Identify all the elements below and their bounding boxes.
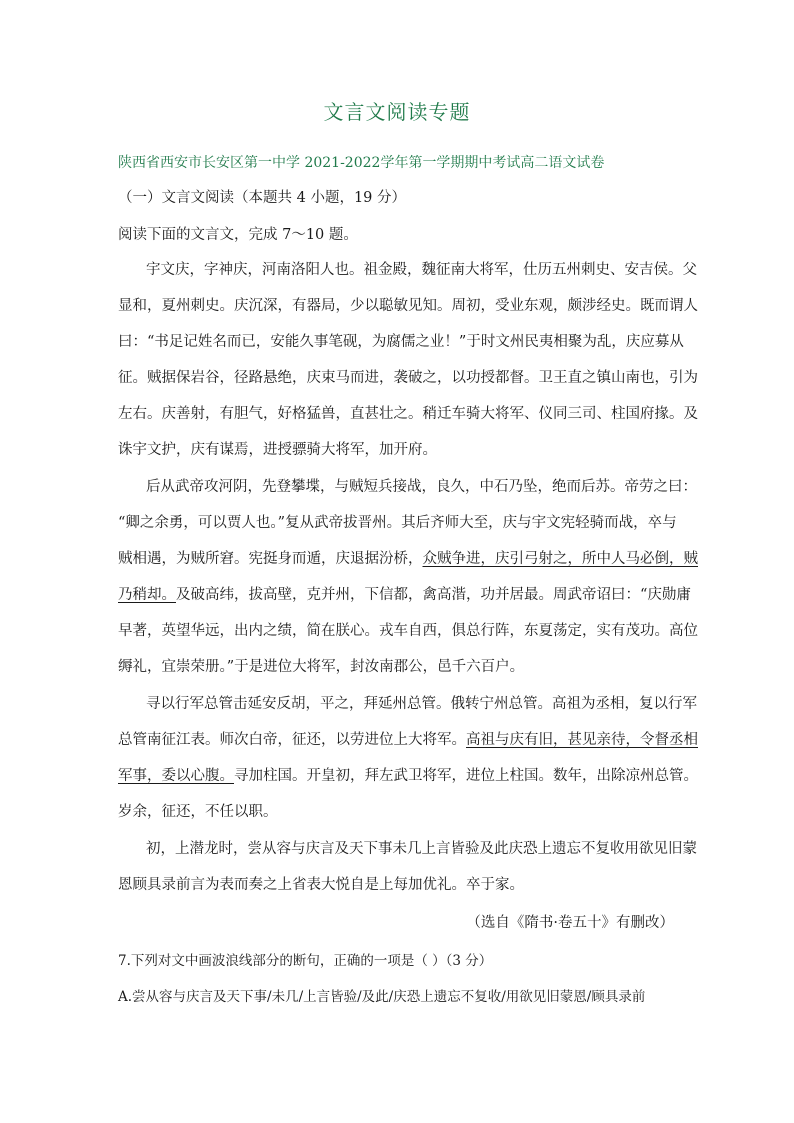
passage-line bbox=[118, 549, 698, 569]
passage-line: 左右。庆善射，有胆气，好格猛兽，直甚壮之。稍迁车骑大将军、仪同三司、柱国府掾。及 bbox=[118, 406, 698, 422]
answer-option-a: A.尝从容与庆言及天下事/未几/上言皆验/及此/庆恐上遗忘不复收/用欲见旧蒙恩/顾具录前 bbox=[118, 989, 646, 1005]
underlined-passage: 高祖与庆有旧，甚见亲待，令督丞相 bbox=[466, 732, 698, 748]
page-title: 文言文阅读专题 bbox=[323, 100, 471, 124]
passage-line: 征。贼据保岩谷，径路悬绝，庆束马而进，袭破之，以功授都督。卫王直之镇山南也，引为 bbox=[118, 370, 698, 386]
section-header: （一）文言文阅读（本题共 4 小题，19 分） bbox=[118, 190, 407, 206]
underlined-passage: 众贼争进，庆引弓射之，所中人马必倒，贼 bbox=[422, 551, 698, 567]
passage-line bbox=[118, 585, 691, 605]
passage-line bbox=[118, 730, 698, 750]
underlined-passage: 军事，委以心腹。 bbox=[118, 768, 234, 784]
passage-line bbox=[118, 766, 698, 786]
passage-line: 显和，夏州刺史。庆沉深，有器局，少以聪敏见知。周初，受业东观，颇涉经史。既而谓人 bbox=[118, 298, 698, 314]
passage-line: “卿之余勇，可以贾人也。”复从武帝拔晋州。其后齐师大至，庆与宇文宪轻骑而战，卒与 bbox=[118, 515, 677, 531]
passage-line: 早著，英望华远，出内之绩，简在朕心。戎车自西，俱总行阵，东夏荡定，实有茂功。高位 bbox=[118, 623, 698, 639]
passage-text: 寻加柱国。开皇初，拜左武卫将军，进位上柱国。数年，出除凉州总管。 bbox=[234, 768, 698, 784]
exam-subtitle: 陕西省西安市长安区第一中学 2021-2022学年第一学期期中考试高二语文试卷 bbox=[118, 155, 605, 171]
question-prompt: 7.下列对文中画波浪线部分的断句，正确的一项是（ ）（3 分） bbox=[118, 953, 493, 969]
passage-line: 初，上潜龙时，尝从容与庆言及天下事未几上言皆验及此庆恐上遗忘不复收用欲见旧蒙 bbox=[146, 841, 697, 857]
source-note: （选自《隋书·卷五十》有删改） bbox=[466, 915, 674, 931]
passage-line: 岁余，征还，不任以职。 bbox=[118, 804, 278, 820]
underlined-passage: 乃稍却。 bbox=[118, 587, 176, 603]
passage-line: 曰：“书足记姓名而已，安能久事笔砚，为腐儒之业！”于时文州民夷相聚为乱，庆应募从 bbox=[118, 334, 684, 350]
passage-line: 缛礼，宜崇荣册。”于是进位大将军，封汝南郡公，邑千六百户。 bbox=[118, 659, 525, 675]
passage-text: 贼相遇，为贼所窘。宪挺身而遁，庆退据汾桥， bbox=[118, 551, 423, 567]
passage-line: 寻以行军总管击延安反胡，平之，拜延州总管。俄转宁州总管。高祖为丞相，复以行军 bbox=[146, 696, 697, 712]
passage-line: 宇文庆，字神庆，河南洛阳人也。祖金殿，魏征南大将军，仕历五州刺史、安吉侯。父 bbox=[146, 262, 697, 278]
passage-line: 诛宇文护，庆有谋焉，进授骠骑大将军，加开府。 bbox=[118, 442, 437, 458]
passage-text: 总管南征江表。师次白帝，征还，以劳进位上大将军。 bbox=[118, 732, 466, 748]
instruction-text: 阅读下面的文言文，完成 7～10 题。 bbox=[118, 227, 358, 243]
passage-text: 及破高纬，拔高壁，克并州，下信都，禽高湝，功并居最。周武帝诏曰：“庆勋庸 bbox=[176, 587, 691, 603]
passage-line: 后从武帝攻河阴，先登攀堞，与贼短兵接战，良久，中石乃坠，绝而后苏。帝劳之曰： bbox=[146, 479, 697, 495]
passage-line: 恩顾具录前言为表而奏之上省表大悦自是上每加优礼。卒于家。 bbox=[118, 877, 524, 893]
